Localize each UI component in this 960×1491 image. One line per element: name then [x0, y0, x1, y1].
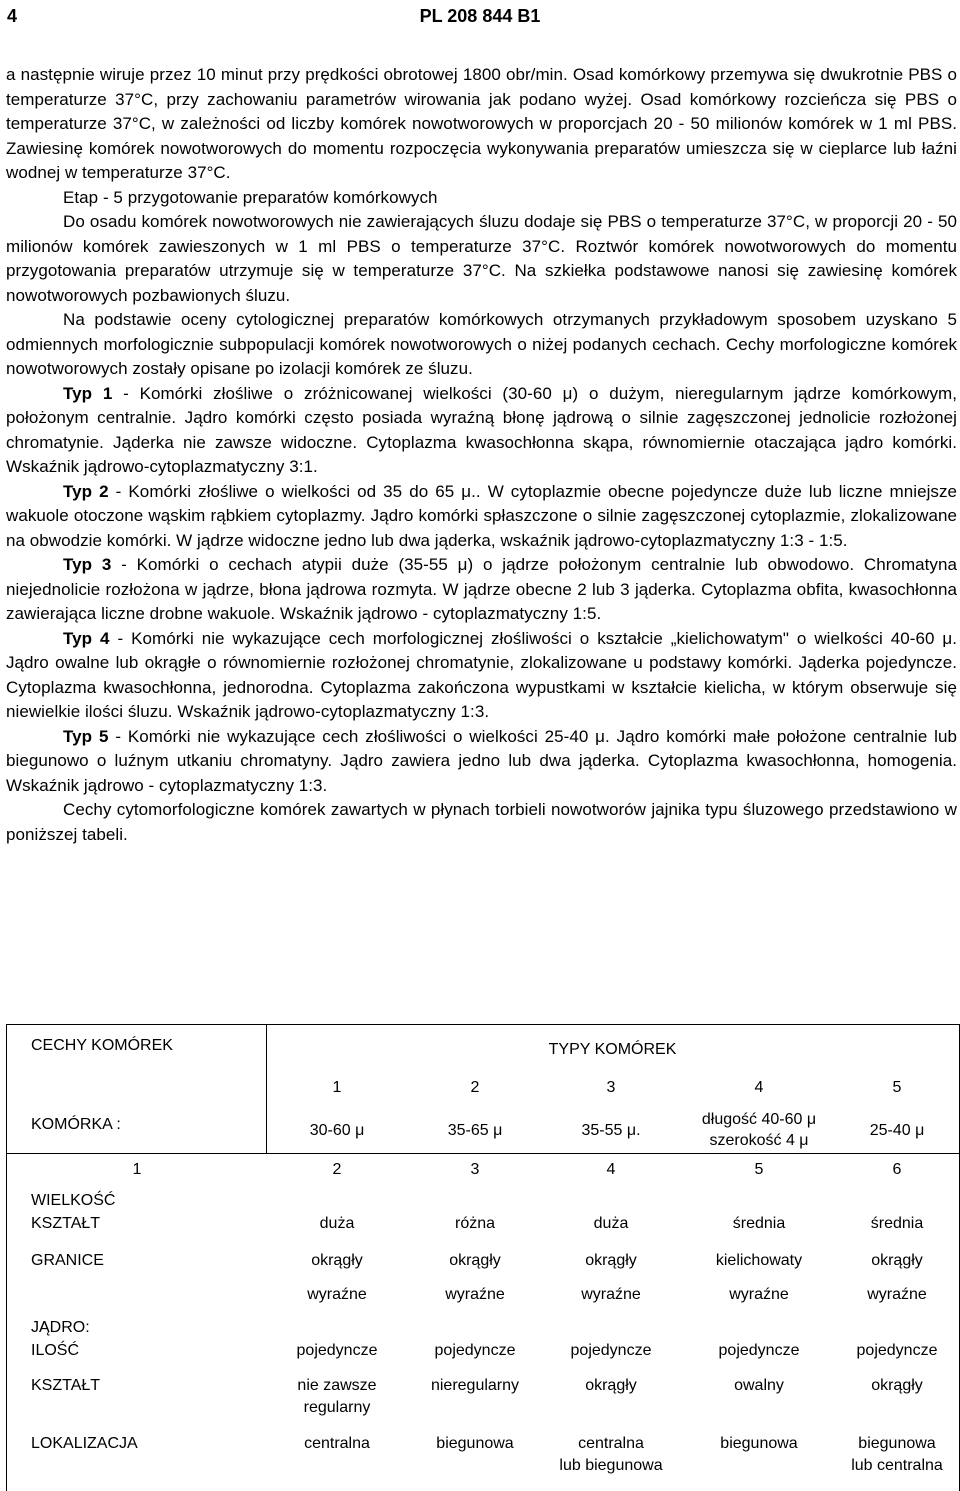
border-shape-4: kielichowaty [715, 1252, 803, 1269]
paragraph-stage-5-title: Etap - 5 przygotowanie preparatów komórkowych [63, 187, 438, 207]
nucleus-shape-3: okrągły [585, 1377, 637, 1394]
label-ilosc: ILOŚĆ [31, 1342, 80, 1359]
type-5-label: Typ 5 [63, 726, 109, 746]
nucleus-location-5: biegunowa [858, 1435, 936, 1452]
border-clarity-4: wyraźne [729, 1286, 789, 1303]
type-3-label: Typ 3 [63, 555, 112, 574]
border-clarity-5: wyraźne [867, 1286, 927, 1303]
nucleus-shape-1b: regularny [303, 1399, 371, 1416]
type-3-text: - Komórki o cechach atypii duże (35-55 μ) o jądrze położonym centralnie lub obwodowo. Chromatyna niejednolicie rozłożona w jądrze, błona jądrowa rozmyta. W jądrze obecne 2 lub 3 jąderka. Cytoplazma obfita, kwasochłonna zawierająca liczne drobne wakuole. Wskaźnik jądrowo - cytoplazmatyczny 1:5. [6, 555, 957, 623]
type-size-1: 30-60 μ [309, 1122, 365, 1139]
label-komorka: KOMÓRKA : [31, 1116, 121, 1133]
paragraph-type-4 [6, 627, 957, 725]
label-wielkosc: WIELKOŚĆ [31, 1192, 116, 1209]
nucleus-count-2: pojedyncze [434, 1342, 516, 1359]
column-number-3: 3 [470, 1161, 480, 1178]
nucleus-location-1: centralna [304, 1435, 370, 1452]
shape-value-2: różna [454, 1215, 496, 1232]
label-jadro: JĄDRO: [31, 1319, 90, 1336]
type-number-1: 1 [332, 1079, 342, 1096]
header-cechy-komorek: CECHY KOMÓREK [31, 1037, 173, 1054]
type-1-text: - Komórki złośliwe o zróżnicowanej wielkości (30-60 μ) o dużym, nieregularnym jądrze komórkowym, położonym centralnie. Jądro komórki często posiada wyraźną błonę jądrową o silnie zagęszczonej jednolicie rozłożonej chromatynie. Jąderka nie zawsze widoczne. Cytoplazma kwasochłonna skąpa, równomiernie otaczająca jądro komórki. Wskaźnik jądrowo-cytoplazmatyczny 3:1. [6, 383, 957, 476]
label-ksztalt-jadra: KSZTAŁT [31, 1377, 101, 1394]
column-number-2: 2 [332, 1161, 342, 1178]
shape-value-1: duża [319, 1215, 355, 1232]
nucleus-count-5: pojedyncze [856, 1342, 938, 1359]
paragraph-type-1 [6, 382, 957, 480]
page-header [0, 6, 960, 26]
type-number-2: 2 [470, 1079, 480, 1096]
type-4-label: Typ 4 [63, 628, 110, 648]
nucleus-location-5b: lub centralna [851, 1457, 943, 1474]
border-shape-3: okrągły [585, 1252, 637, 1269]
border-shape-5: okrągły [871, 1252, 923, 1269]
type-2-text: - Komórki złośliwe o wielkości od 35 do 65 μ.. W cytoplazmie obecne pojedyncze duże lub liczne mniejsze wakuole otoczone wąskim rąbkiem cytoplazmy. Jądro komórki spłaszczone o silnie zagęszczonej cytoplazmie, zlokalizowane na obwodzie komórki. W jądrze widoczne jedno lub dwa jąderka, wskaźnik jądrowo-cytoplazmatyczny 1:3 - 1:5. [6, 481, 958, 550]
shape-value-4: średnia [732, 1215, 786, 1232]
cell-features-table [6, 1024, 960, 1491]
paragraph-type-5 [6, 725, 957, 799]
paragraph-type-3 [6, 553, 957, 627]
type-2-label: Typ 2 [63, 481, 109, 501]
nucleus-count-4: pojedyncze [718, 1342, 800, 1359]
label-ksztalt: KSZTAŁT [31, 1215, 101, 1232]
shape-value-3: duża [593, 1215, 629, 1232]
type-number-4: 4 [754, 1079, 764, 1096]
nucleus-location-3b: lub biegunowa [559, 1457, 663, 1474]
nucleus-shape-2: nieregularny [430, 1377, 520, 1394]
column-number-1: 1 [132, 1161, 142, 1178]
nucleus-location-4: biegunowa [720, 1435, 798, 1452]
nucleus-shape-1: nie zawsze [297, 1377, 377, 1394]
paragraph-cytology: Na podstawie oceny cytologicznej preparatów komórkowych otrzymanych przykładowym sposobem uzyskano 5 odmiennych morfologicznie subpopulacji komórek nowotworowych o niżej podanych cechach. Cechy morfologiczne komórek nowotworowych zostały opisane po izolacji komórek ze śluzu. [6, 310, 957, 378]
nucleus-location-3: centralna [578, 1435, 644, 1452]
border-shape-1: okrągły [311, 1252, 363, 1269]
type-size-4-width: szerokość 4 μ [709, 1132, 809, 1149]
header-typy-komorek: TYPY KOMÓREK [548, 1041, 677, 1058]
border-clarity-2: wyraźne [445, 1286, 505, 1303]
nucleus-shape-5: okrągły [871, 1377, 923, 1394]
type-size-5: 25-40 μ [869, 1122, 925, 1139]
paragraph-type-2 [6, 480, 957, 554]
patent-number: PL 208 844 B1 [419, 6, 541, 26]
paragraph-table-intro: Cechy cytomorfologiczne komórek zawartych w płynach torbieli nowotworów jajnika typu śluzowego przedstawiono w poniższej tabeli. [6, 800, 957, 844]
type-size-3: 35-55 μ. [581, 1122, 641, 1139]
type-size-4-length: długość 40-60 μ [701, 1111, 817, 1128]
column-number-6: 6 [892, 1161, 902, 1178]
body-text [6, 63, 957, 847]
border-clarity-1: wyraźne [307, 1286, 367, 1303]
shape-value-5: średnia [870, 1215, 924, 1232]
column-number-4: 4 [606, 1161, 616, 1178]
page-number: 4 [7, 6, 18, 26]
label-lokalizacja: LOKALIZACJA [31, 1435, 138, 1452]
paragraph-centrifugation: a następnie wiruje przez 10 minut przy prędkości obrotowej 1800 obr/min. Osad komórkowy przemywa się dwukrotnie PBS o temperaturze 37°C, przy zachowaniu parametrów wirowania jak podano wyżej. Osad komórkowy rozcieńcza się PBS o temperaturze 37°C, w zależności od liczby komórek nowotworowych w proporcjach 20 - 50 milionów komórek w 1 ml PBS. Zawiesinę komórek nowotworowych do momentu rozpoczęcia wykonywania preparatów umieszcza się w cieplarce lub łaźni wodnej w temperaturze 37°C. [6, 65, 957, 182]
nucleus-count-1: pojedyncze [296, 1342, 378, 1359]
type-4-text: - Komórki nie wykazujące cech morfologicznej złośliwości o kształcie „kielichowatym" o wielkości 40-60 μ. Jądro owalne lub okrągłe o równomiernie rozłożonej chromatynie, zlokalizowane u podstawy komórki. Jąderka pojedyncze. Cytoplazma kwasochłonna, jednorodna. Cytoplazma zakończona wypustkami w kształcie kielicha, w którym obserwuje się niewielkie ilości śluzu. Wskaźnik jądrowo-cytoplazmatyczny 1:3. [6, 628, 957, 721]
label-granice: GRANICE [31, 1252, 104, 1269]
border-clarity-3: wyraźne [581, 1286, 641, 1303]
type-5-text: - Komórki nie wykazujące cech złośliwości o wielkości 25-40 μ. Jądro komórki małe położone centralnie lub biegunowo o luźnym utkaniu chromatyny. Jądro zawiera jedno lub dwa jąderka. Cytoplazma kwasochłonna, homogenia. Wskaźnik jądrowo - cytoplazmatyczny 1:3. [6, 726, 958, 795]
type-size-2: 35-65 μ [447, 1122, 503, 1139]
nucleus-location-2: biegunowa [436, 1435, 514, 1452]
nucleus-shape-4: owalny [734, 1377, 784, 1394]
table-header-divider [7, 1153, 959, 1154]
paragraph-cell-sediment: Do osadu komórek nowotworowych nie zawierających śluzu dodaje się PBS o temperaturze 37°C, w proporcji 20 - 50 milionów komórek zawieszonych w 1 ml PBS o temperaturze 37°C. Roztwór komórek nowotworowych do momentu przygotowania preparatów utrzymuje się w temperaturze 37°C. Na szkiełka podstawowe nanosi się zawiesinę komórek nowotworowych pozbawionych śluzu. [6, 212, 957, 305]
type-1-label: Typ 1 [63, 383, 113, 403]
type-number-3: 3 [606, 1079, 616, 1096]
type-number-5: 5 [892, 1079, 902, 1096]
column-number-5: 5 [754, 1161, 764, 1178]
nucleus-count-3: pojedyncze [570, 1342, 652, 1359]
border-shape-2: okrągły [449, 1252, 501, 1269]
